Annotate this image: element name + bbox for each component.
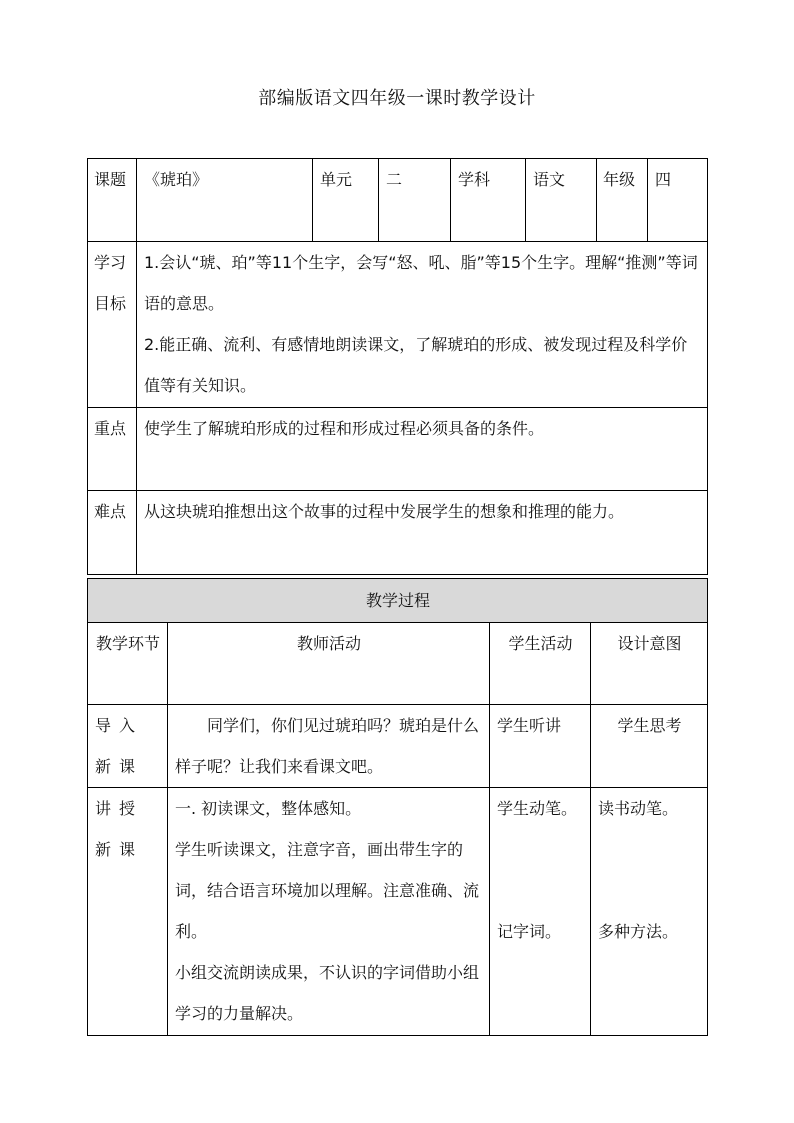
column-stage-header: 教学环节 <box>88 623 168 705</box>
teacher-activity-cell <box>168 788 490 1036</box>
difficulty-label: 难点 <box>88 491 137 575</box>
difficulty-row <box>88 491 708 575</box>
course-label: 课题 <box>88 159 137 242</box>
stage-cell: 导入新课 <box>88 705 168 788</box>
intent-note: 多种方法。 <box>598 922 679 941</box>
teacher-activity-cell: 同学们，你们见过琥珀吗？琥珀是什么样子呢？让我们来看课文吧。 <box>168 705 490 788</box>
subject-label: 学科 <box>451 159 526 242</box>
course-row <box>88 159 708 242</box>
grade-value: 四 <box>648 159 708 242</box>
objectives-value <box>137 242 708 408</box>
key-point-label: 重点 <box>88 408 137 491</box>
objectives-label: 学习目标 <box>88 242 137 408</box>
table-row <box>88 788 708 1036</box>
key-point-value: 使学生了解琥珀形成的过程和形成过程必须具备的条件。 <box>137 408 708 491</box>
column-teacher-header: 教师活动 <box>168 623 490 705</box>
student-note: 学生动笔。 <box>497 799 578 818</box>
unit-value: 二 <box>379 159 451 242</box>
subject-value: 语文 <box>526 159 597 242</box>
teacher-step: 一. 初读课文，整体感知。 <box>175 799 362 818</box>
teaching-process-table <box>87 578 708 1036</box>
intent-note: 读书动笔。 <box>598 799 679 818</box>
objective-item-1: 1.会认“琥、珀”等11个生字，会写“怒、吼、脂”等15个生字。理解“推测”等词语的意思。 <box>144 253 698 313</box>
process-header: 教学过程 <box>88 579 708 623</box>
design-intent-cell <box>591 788 708 1036</box>
table-row <box>88 705 708 788</box>
objective-item-2: 2.能正确、流利、有感情地朗读课文，了解琥珀的形成、被发现过程及科学价值等有关知识。 <box>144 335 688 395</box>
document-title: 部编版语文四年级一课时教学设计 <box>258 88 536 109</box>
course-value: 《琥珀》 <box>137 159 313 242</box>
key-point-row <box>88 408 708 491</box>
process-header-row <box>88 579 708 623</box>
column-student-header: 学生活动 <box>490 623 591 705</box>
objectives-row <box>88 242 708 408</box>
difficulty-value: 从这块琥珀推想出这个故事的过程中发展学生的想象和推理的能力。 <box>137 491 708 575</box>
design-intent-cell: 学生思考 <box>591 705 708 788</box>
teacher-step: 小组交流朗读成果，不认识的字词借助小组学习的力量解决。 <box>175 963 480 1023</box>
grade-label: 年级 <box>597 159 648 242</box>
process-column-headers <box>88 623 708 705</box>
unit-label: 单元 <box>313 159 379 242</box>
teacher-step: 学生听读课文，注意字音，画出带生字的词，结合语言环境加以理解。注意准确、流利。 <box>175 840 480 941</box>
student-note: 记字词。 <box>497 922 562 941</box>
lesson-info-table <box>87 158 708 575</box>
stage-cell: 讲授新课 <box>88 788 168 1036</box>
student-activity-cell: 学生听讲 <box>490 705 591 788</box>
column-intent-header: 设计意图 <box>591 623 708 705</box>
student-activity-cell <box>490 788 591 1036</box>
